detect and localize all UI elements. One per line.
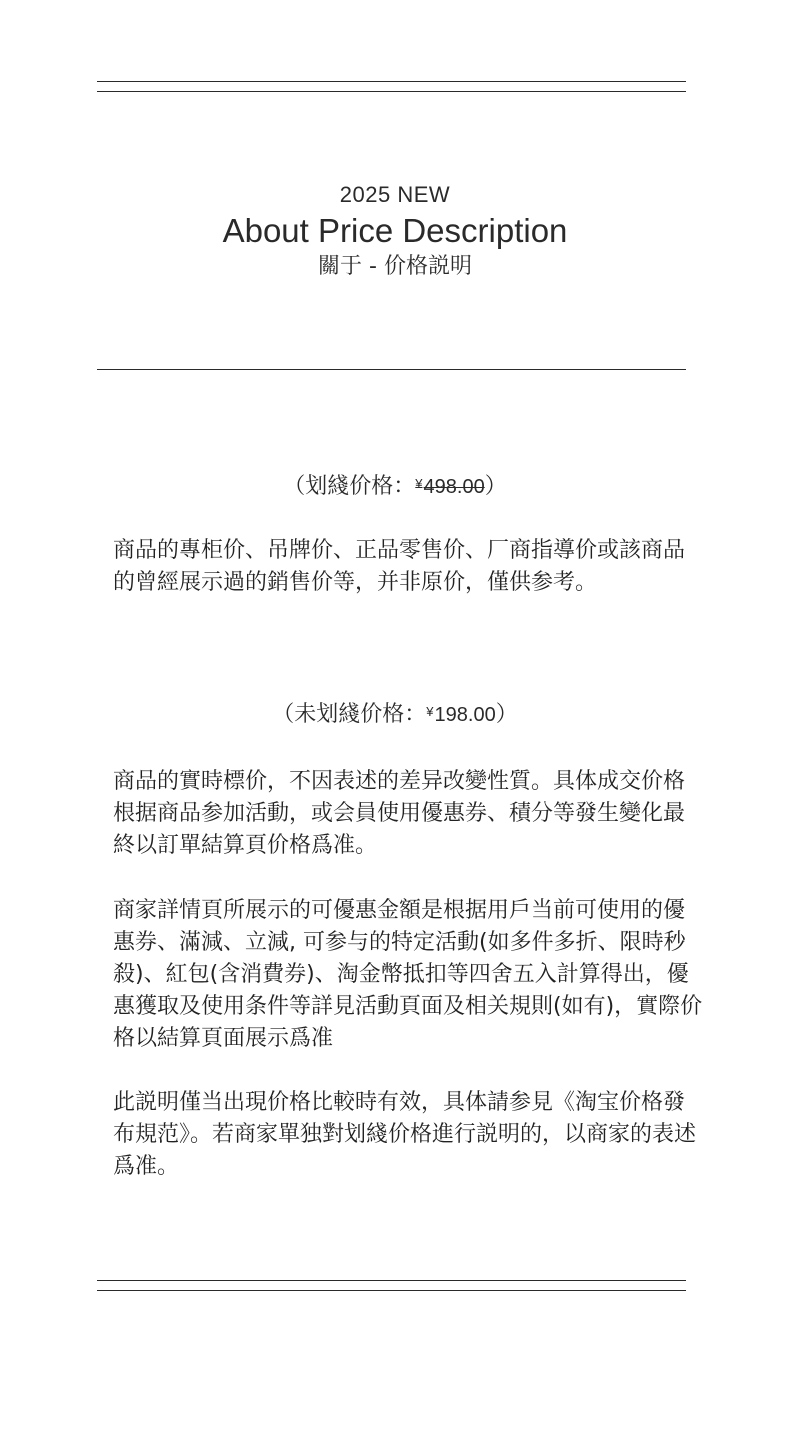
top-divider-upper [97, 81, 686, 82]
strikethrough-price-value [415, 476, 484, 498]
eyebrow-text: 2025 NEW [339, 182, 451, 207]
page-header [0, 180, 790, 282]
strikethrough-price-description: 商品的專柜价、吊牌价、正品零售价、厂商指導价或該商品的曾經展示過的銷售价等，并非原价，僅供参考。 [113, 538, 686, 595]
regular-price-label: 未划綫价格： [294, 702, 427, 727]
page-subtitle: 關于 - 价格説明 [318, 254, 472, 279]
open-paren: （ [272, 702, 295, 727]
strikethrough-price-amount: 498.00 [423, 476, 485, 498]
currency-symbol: ¥ [426, 704, 434, 719]
discount-note: 商家詳情頁所展示的可優惠金額是根据用戶当前可使用的優惠券、滿減、立減, 可参与的特定活動(如多件多折、限時秒殺)、紅包(含消費券)、淘金幣抵扣等四舍五入計算得出，優惠獲取及使用条件等詳見活動頁面及相关規則(如有)，實際价格以結算頁面展示爲准 [113, 898, 703, 1051]
open-paren: （ [283, 474, 306, 499]
regular-price-value [426, 704, 495, 726]
header-divider [97, 369, 686, 370]
strikethrough-price-heading [0, 469, 790, 502]
close-paren: ） [484, 474, 507, 499]
close-paren: ） [495, 702, 518, 727]
regular-price-description: 商品的實時標价，不因表述的差异改變性質。具体成交价格根据商品参加活動，或会員使用優惠券、積分等發生變化最終以訂單結算頁价格爲准。 [113, 769, 686, 858]
strikethrough-price-label: 划綫价格： [305, 474, 416, 499]
regular-price-heading [0, 697, 790, 730]
page-title: About Price Description [222, 212, 568, 249]
disclaimer-text: 此説明僅当出現价格比較時有效，具体請参見《淘宝价格發布規范》。若商家單独對划綫价格進行説明的，以商家的表述爲准。 [113, 1090, 697, 1179]
bottom-divider-upper [97, 1280, 686, 1281]
currency-symbol: ¥ [415, 476, 423, 491]
top-divider-lower [97, 91, 686, 92]
regular-price-amount: 198.00 [434, 704, 496, 726]
bottom-divider-lower [97, 1290, 686, 1291]
